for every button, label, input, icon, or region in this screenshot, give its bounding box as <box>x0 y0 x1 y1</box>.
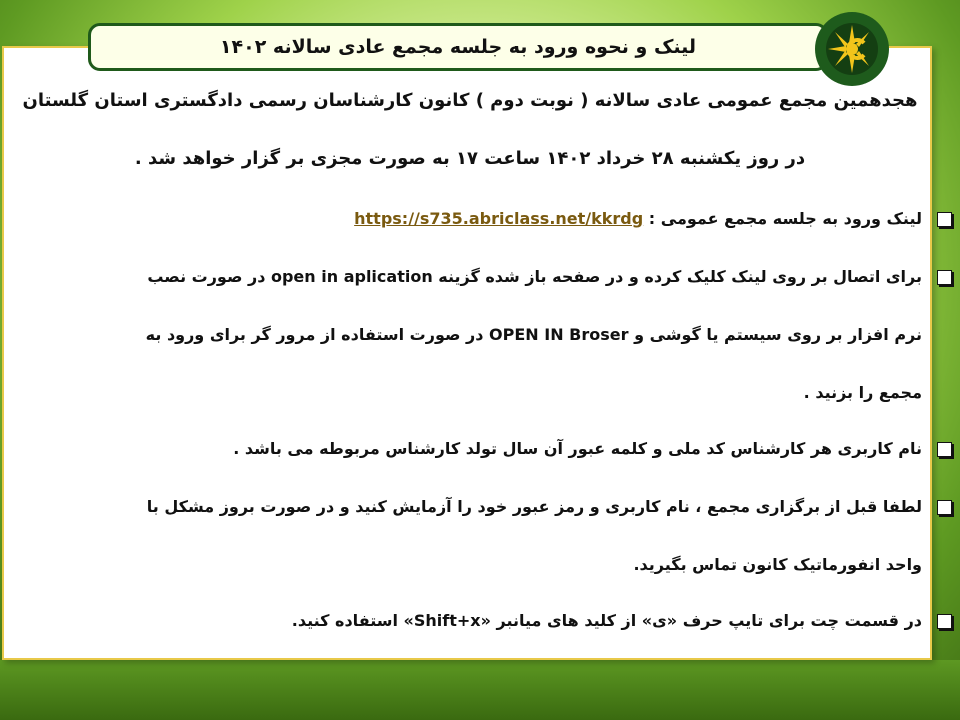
bullet-line: نرم افزار بر روی سیستم یا گوشی و OPEN IN Broser در صورت استفاده از مرور گر برای ورود به <box>145 325 922 344</box>
bullet-line: در قسمت چت برای تایپ حرف «ی» از کلید های میانبر «Shift+x» استفاده کنید. <box>291 611 922 630</box>
bullet-item-connect <box>22 248 922 422</box>
page-title: لینک و نحوه ورود به جلسه مجمع عادی سالانه ۱۴۰۲ <box>219 36 697 58</box>
bullet-line: لطفا قبل از برگزاری مجمع ، نام کاربری و رمز عبور خود را آزمایش کنید و در صورت بروز مشکل با <box>146 497 922 516</box>
intro-line-2: در روز یکشنبه ۲۸ خرداد ۱۴۰۲ ساعت ۱۷ به صورت مجزی بر گزار خواهد شد . <box>134 148 806 169</box>
bullet-text: لینک ورود به جلسه مجمع عمومی : <box>648 209 922 228</box>
bullet-item-test-login <box>22 478 922 594</box>
checkbox-bullet-icon <box>937 212 952 227</box>
checkbox-bullet-icon <box>937 614 952 629</box>
checkbox-bullet-icon <box>937 442 952 457</box>
bullet-line: برای اتصال بر روی لینک کلیک کرده و در صفحه باز شده گزینه open in aplication در صورت نصب <box>147 267 922 286</box>
bullet-line: واحد انفورماتیک کانون تماس بگیرید. <box>633 555 922 574</box>
intro-line-1: هجدهمین مجمع عمومی عادی سالانه ( نوبت دوم ) کانون کارشناسان رسمی دادگستری استان گلستان <box>22 90 918 111</box>
bullet-item-username <box>22 420 922 478</box>
background-band <box>0 660 960 720</box>
bullet-line: مجمع را بزنید . <box>803 383 922 402</box>
bullet-item-link <box>22 190 922 248</box>
bullet-item-chat <box>22 592 922 650</box>
checkbox-bullet-icon <box>937 500 952 515</box>
checkbox-bullet-icon <box>937 270 952 285</box>
title-box <box>88 23 828 71</box>
meeting-link[interactable]: https://s735.abriclass.net/kkrdg <box>354 209 644 228</box>
kanoon-logo-icon <box>812 10 892 88</box>
bullet-line: نام کاربری هر کارشناس کد ملی و کلمه عبور آن سال تولد کارشناس مربوطه می باشد . <box>233 439 922 458</box>
